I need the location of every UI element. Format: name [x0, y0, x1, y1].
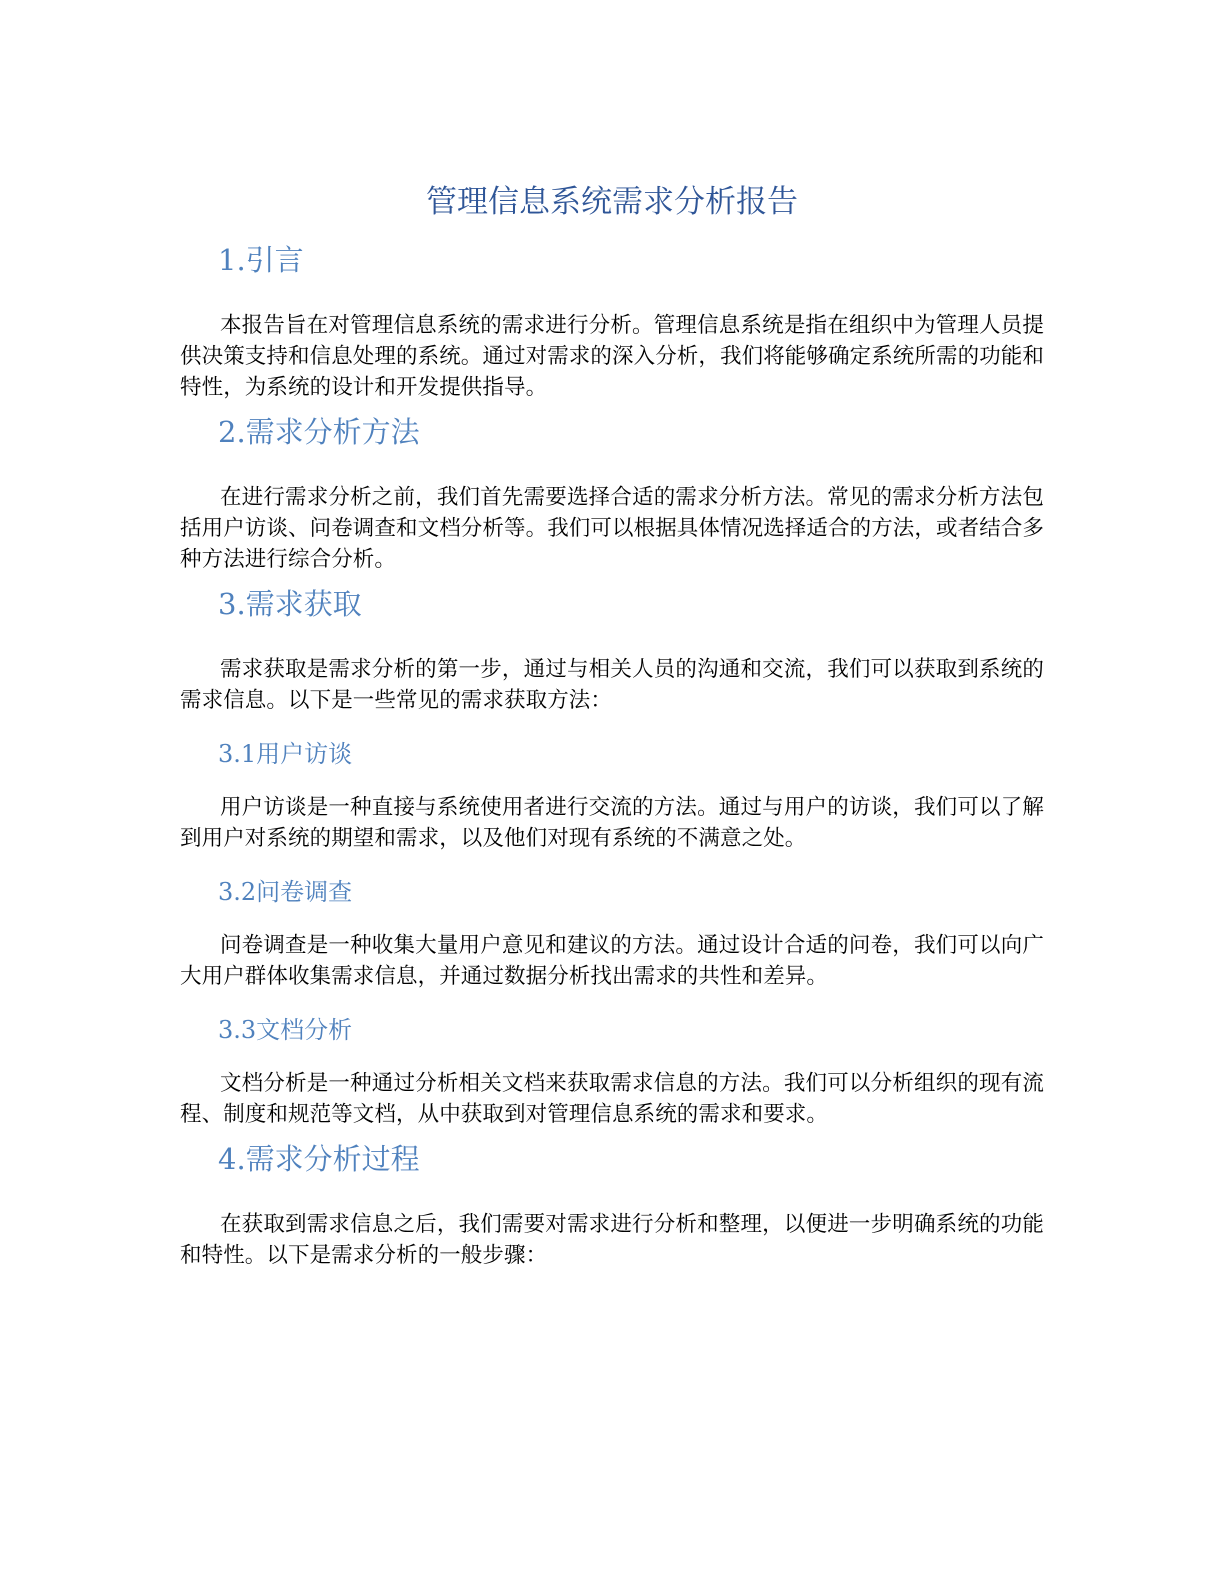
subsection-paragraph-user-interview: 用户访谈是一种直接与系统使用者进行交流的方法。通过与用户的访谈，我们可以了解到用户对系统的期望和需求，以及他们对现有系统的不满意之处。: [180, 795, 1044, 851]
section-paragraph-requirements-acquisition: 需求获取是需求分析的第一步，通过与相关人员的沟通和交流，我们可以获取到系统的需求信息。以下是一些常见的需求获取方法：: [180, 657, 1044, 713]
section-paragraph-introduction: 本报告旨在对管理信息系统的需求进行分析。管理信息系统是指在组织中为管理人员提供决策支持和信息处理的系统。通过对需求的深入分析，我们将能够确定系统所需的功能和特性，为系统的设计和开发提供指导。: [180, 313, 1045, 400]
subsection-paragraph-questionnaire: 问卷调查是一种收集大量用户意见和建议的方法。通过设计合适的问卷，我们可以向广大用户群体收集需求信息，并通过数据分析找出需求的共性和差异。: [180, 933, 1044, 989]
section-heading-requirements-acquisition: 3.需求获取: [218, 587, 362, 621]
section-paragraph-analysis-process: 在获取到需求信息之后，我们需要对需求进行分析和整理，以便进一步明确系统的功能和特性。以下是需求分析的一般步骤：: [180, 1212, 1044, 1268]
section-heading-introduction: 1.引言: [218, 243, 304, 277]
subsection-heading-user-interview: 3.1用户访谈: [218, 740, 353, 768]
section-heading-analysis-process: 4.需求分析过程: [218, 1142, 420, 1176]
subsection-heading-document-analysis: 3.3文档分析: [218, 1016, 353, 1044]
section-heading-analysis-methods: 2.需求分析方法: [218, 415, 420, 449]
section-paragraph-analysis-methods: 在进行需求分析之前，我们首先需要选择合适的需求分析方法。常见的需求分析方法包括用户访谈、问卷调查和文档分析等。我们可以根据具体情况选择适合的方法，或者结合多种方法进行综合分析。: [180, 485, 1045, 572]
subsection-heading-questionnaire: 3.2问卷调查: [218, 878, 353, 906]
document-title: 管理信息系统需求分析报告: [426, 184, 798, 220]
subsection-paragraph-document-analysis: 文档分析是一种通过分析相关文档来获取需求信息的方法。我们可以分析组织的现有流程、制度和规范等文档，从中获取到对管理信息系统的需求和要求。: [180, 1071, 1044, 1127]
document-content: [180, 178, 1044, 1271]
